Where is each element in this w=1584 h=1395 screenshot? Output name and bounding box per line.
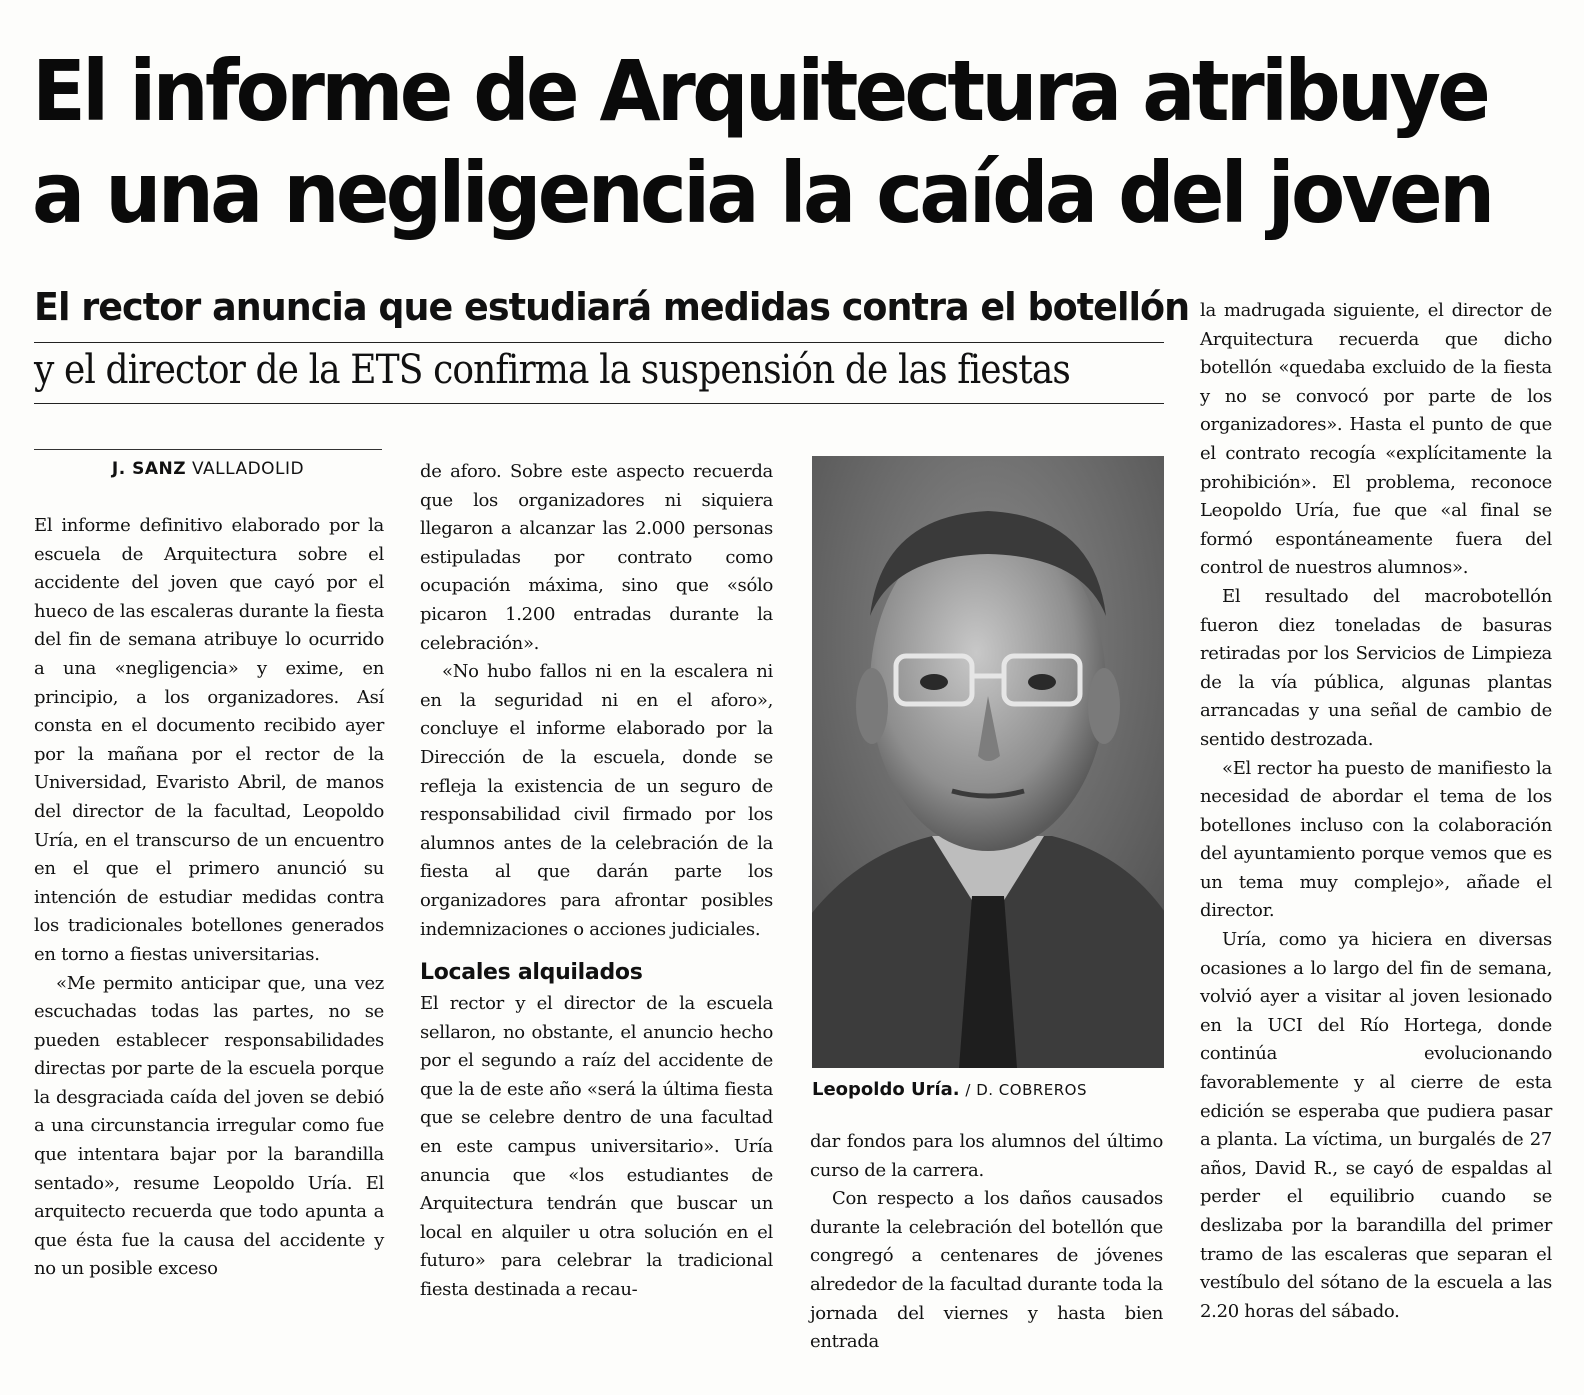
paragraph: Uría, como ya hiciera en diversas ocasiones a lo largo del fin de semana, volvió ayer a visitar al joven lesionado en la UCI del Río Hortega, donde continúa evolucionando favorablemente y al cierre de esta edición se esperaba que pudiera pasar a planta. La víctima, un burgalés de 27 años, David R., se cayó de espaldas al perder el equilibrio cuando se deslizaba por la barandilla del primer tramo de las escaleras que separan el vestíbulo del sótano de la escuela a las 2.20 horas del sábado. bbox=[1200, 929, 1552, 1322]
byline-place: VALLADOLID bbox=[191, 459, 305, 479]
headline-line-1: El informe de Arquitectura atribuye bbox=[32, 42, 1488, 140]
byline-rule bbox=[34, 449, 382, 450]
subheadline-bottom-rule bbox=[34, 403, 1164, 404]
paragraph: El resultado del macrobotellón fueron diez toneladas de basuras retiradas por los Servicios de Limpieza de la vía pública, algunas plantas arrancadas y una señal de cambio de sentido destrozada. bbox=[1200, 585, 1552, 750]
portrait-illustration bbox=[812, 456, 1164, 1068]
paragraph: El informe definitivo elaborado por la escuela de Arquitectura sobre el accidente del joven que cayó por el hueco de las escaleras durante la fiesta del fin de semana atribuye lo ocurrido a una «negligencia» y exime, en principio, a los organizadores. Así consta en el documento recibido ayer por la mañana por el rector de la Universidad, Evaristo Abril, de manos del director de la facultad, Leopoldo Uría, en el transcurso de un encuentro en el que el primero anunció su intención de estudiar medidas contra los tradicionales botellones generados en torno a fiestas universitarias. bbox=[34, 515, 384, 965]
portrait-photo bbox=[812, 456, 1164, 1068]
paragraph: El rector y el director de la escuela sellaron, no obstante, el anuncio hecho por el segundo a raíz del accidente de que la de este año «será la última fiesta que se celebre dentro de una facultad en este campus universitario». Uría anuncia que «los estudiantes de Arquitectura tendrán que buscar un local en alquiler u otra solución en el futuro» para celebrar la tradicional fiesta destinada a recau- bbox=[420, 993, 773, 1301]
paragraph: Con respecto a los daños causados durante la celebración del botellón que congregó a centenares de jóvenes alrededor de la facultad durante toda la jornada del viernes y hasta bien entrada bbox=[810, 1188, 1163, 1353]
article-column-3 bbox=[810, 1128, 1163, 1357]
caption-credit: / D. COBREROS bbox=[965, 1081, 1088, 1099]
headline-line-2: a una negligencia la caída del joven bbox=[32, 144, 1492, 242]
byline bbox=[34, 452, 382, 486]
paragraph: «No hubo fallos ni en la escalera ni en la seguridad ni en el aforo», concluye el informe elaborado por la Dirección de la escuela, donde se refleja la existencia de un seguro de responsabilidad civil firmado por los alumnos antes de la celebración de la fiesta al que darán parte los organizadores para afrontar posibles indemnizaciones o acciones judiciales. bbox=[420, 661, 773, 940]
paragraph: de aforo. Sobre este aspecto recuerda que los organizadores ni siquiera llegaron a alcanzar las 2.000 personas estipuladas por contrato como ocupación máxima, sino que «sólo picaron 1.200 entradas durante la celebración». bbox=[420, 461, 773, 654]
paragraph: «Me permito anticipar que, una vez escuchadas todas las partes, no se pueden establecer responsabilidades directas por parte de la escuela porque la desgraciada caída del joven se debió a una circunstancia irregular como fue que intentara bajar por la barandilla sentado», resume Leopoldo Uría. El arquitecto recuerda que todo apunta a que ésta fue la causa del accidente y no un posible exceso bbox=[34, 972, 384, 1280]
article-column-1 bbox=[34, 512, 384, 1284]
article-column-4 bbox=[1200, 297, 1552, 1326]
article-column-2 bbox=[420, 458, 773, 1305]
crosshead: Locales alquilados bbox=[420, 960, 643, 986]
subheadline-2: y el director de la ETS confirma la suspensión de las fiestas bbox=[34, 347, 1070, 393]
paragraph: «El rector ha puesto de manifiesto la necesidad de abordar el tema de los botellones incluso con la colaboración del ayuntamiento porque vemos que es un tema muy complejo», añade el director. bbox=[1200, 757, 1552, 922]
paragraph: dar fondos para los alumnos del último curso de la carrera. bbox=[810, 1131, 1163, 1181]
paragraph: la madrugada siguiente, el director de Arquitectura recuerda que dicho botellón «quedaba excluido de la fiesta y no se convocó por parte de los organizadores». Hasta el punto de que el contrato recogía «explícitamente la prohibición». El problema, reconoce Leopoldo Uría, fue que «al final se formó espontáneamente fuera del control de nuestros alumnos». bbox=[1200, 300, 1552, 579]
subheadline-divider bbox=[34, 342, 1164, 343]
photo-caption bbox=[812, 1076, 1164, 1104]
subheadline-1: El rector anuncia que estudiará medidas contra el botellón bbox=[34, 285, 1190, 329]
caption-name: Leopoldo Uría. bbox=[812, 1079, 960, 1100]
byline-author: J. SANZ bbox=[111, 459, 187, 479]
headline bbox=[32, 40, 1492, 244]
